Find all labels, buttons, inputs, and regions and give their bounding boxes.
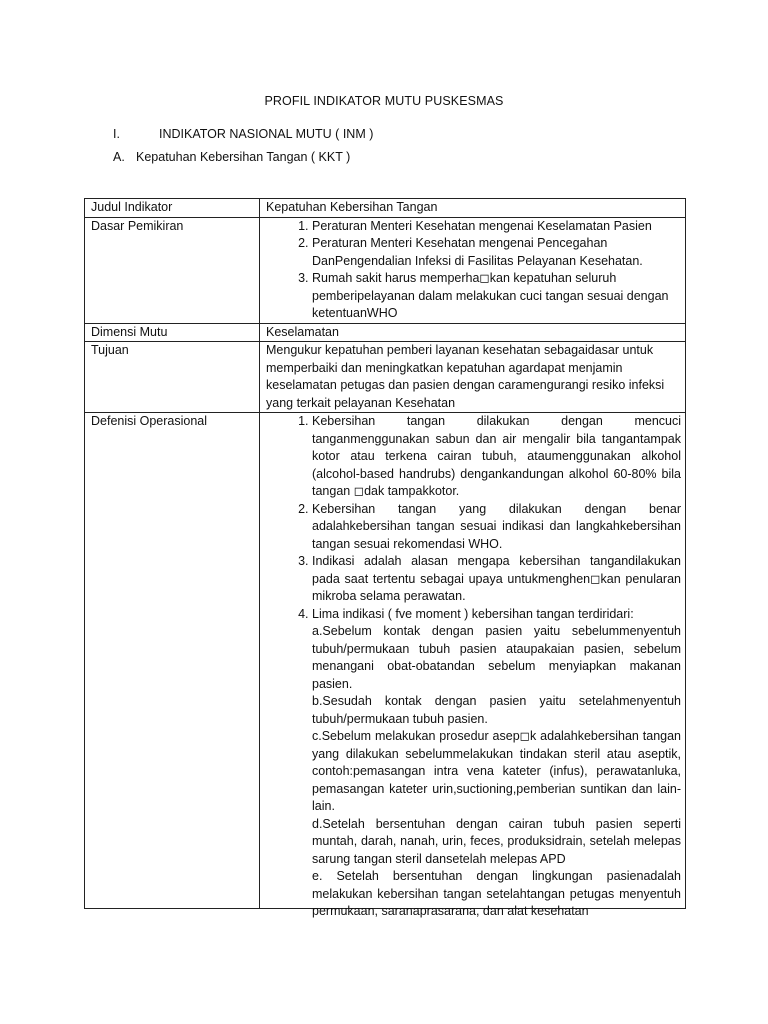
subsection-heading: Kepatuhan Kebersihan Tangan ( KKT )	[136, 150, 351, 164]
row-label: Dimensi Mutu	[85, 323, 260, 342]
subsection-letter: A.	[113, 150, 125, 164]
moment-item: c.Sebelum melakukan prosedur asep◻k adalahkebersihan tangan yang dilakukan sebelummelakukan tindakan steril atau aseptik, contoh:pemasangan intra vena kateter (infus), perawatanluka, pemasangan kateter urin,suctioning,pemberian suntikan dan lain-lain.	[312, 729, 681, 813]
moment-item: e. Setelah bersentuhan dengan lingkungan pasienadalah melakukan kebersihan tangan setelahtangan petugas menyentuh permukaan, saranaprasarana, dan alat kesehatan	[312, 869, 681, 918]
row-value	[260, 217, 686, 323]
indicator-profile-table	[84, 198, 686, 918]
numbered-list	[266, 413, 681, 921]
moment-item: a.Sebelum kontak dengan pasien yaitu sebelummenyentuh tubuh/permukaan tubuh pasien ataupakaian pasien, sebelum menangani obat-obatandan sebelum menyiapkan makanan pasien.	[312, 624, 681, 691]
list-item: 1. Peraturan Menteri Kesehatan mengenai Keselamatan Pasien	[312, 218, 681, 236]
numbered-list	[266, 218, 681, 323]
list-item: 3. Rumah sakit harus memperha◻kan kepatuhan seluruh pemberipelayanan dalam melakukan cuci tangan sesuai dengan ketentuanWHO	[312, 270, 681, 323]
row-value: Mengukur kepatuhan pemberi layanan kesehatan sebagaidasar untuk memperbaiki dan meningkatkan kepatuhan agardapat menjamin keselamatan petugas dan pasien dengan caramengurangi resiko infeksi yang terkait pelayanan Kesehatan	[260, 342, 686, 413]
section-number: I.	[113, 127, 120, 141]
row-label: Judul Indikator	[85, 199, 260, 218]
list-item-text: Lima indikasi ( fve moment ) kebersihan tangan terdiridari:	[312, 606, 634, 621]
row-label: Dasar Pemikiran	[85, 217, 260, 323]
moment-item: b.Sesudah kontak dengan pasien yaitu setelahmenyentuh tubuh/permukaan tubuh pasien.	[312, 694, 681, 726]
list-item: 2. Peraturan Menteri Kesehatan mengenai Pencegahan DanPengendalian Infeksi di Fasilitas Pelayanan Kesehatan.	[312, 235, 681, 270]
row-value: Kepatuhan Kebersihan Tangan	[260, 199, 686, 218]
table-row	[85, 323, 686, 342]
table-row	[85, 342, 686, 413]
table-row	[85, 199, 686, 218]
table-row	[85, 413, 686, 909]
table-row	[85, 217, 686, 323]
row-label: Tujuan	[85, 342, 260, 413]
section-heading: INDIKATOR NASIONAL MUTU ( INM )	[159, 127, 374, 141]
list-item	[312, 606, 681, 921]
row-label: Defenisi Operasional	[85, 413, 260, 909]
row-value: Keselamatan	[260, 323, 686, 342]
document-title: PROFIL INDIKATOR MUTU PUSKESMAS	[264, 94, 504, 108]
definition-content	[266, 413, 681, 918]
moment-item: d.Setelah bersentuhan dengan cairan tubuh pasien seperti muntah, darah, nanah, urin, feces, produksidrain, setelah melepas sarung tangan steril dansetelah melepas APD	[312, 816, 681, 866]
list-item: 1. Kebersihan tangan dilakukan dengan mencuci tanganmenggunakan sabun dan air mengalir bila tangantampak kotor atau terkena cairan tubuh, ataumenggunakan alkohol (alcohol-based handrubs) dengankandungan alkohol 60-80% bila tangan ◻dak tampakkotor.	[312, 413, 681, 501]
list-item: 3. Indikasi adalah alasan mengapa kebersihan tangandilakukan pada saat tertentu sebagai upaya untukmenghen◻kan penularan mikroba selama perawatan.	[312, 553, 681, 606]
list-item: 2. Kebersihan tangan yang dilakukan dengan benar adalahkebersihan tangan sesuai indikasi dan langkahkebersihan tangan sesuai rekomendasi WHO.	[312, 501, 681, 554]
row-value	[260, 413, 686, 918]
